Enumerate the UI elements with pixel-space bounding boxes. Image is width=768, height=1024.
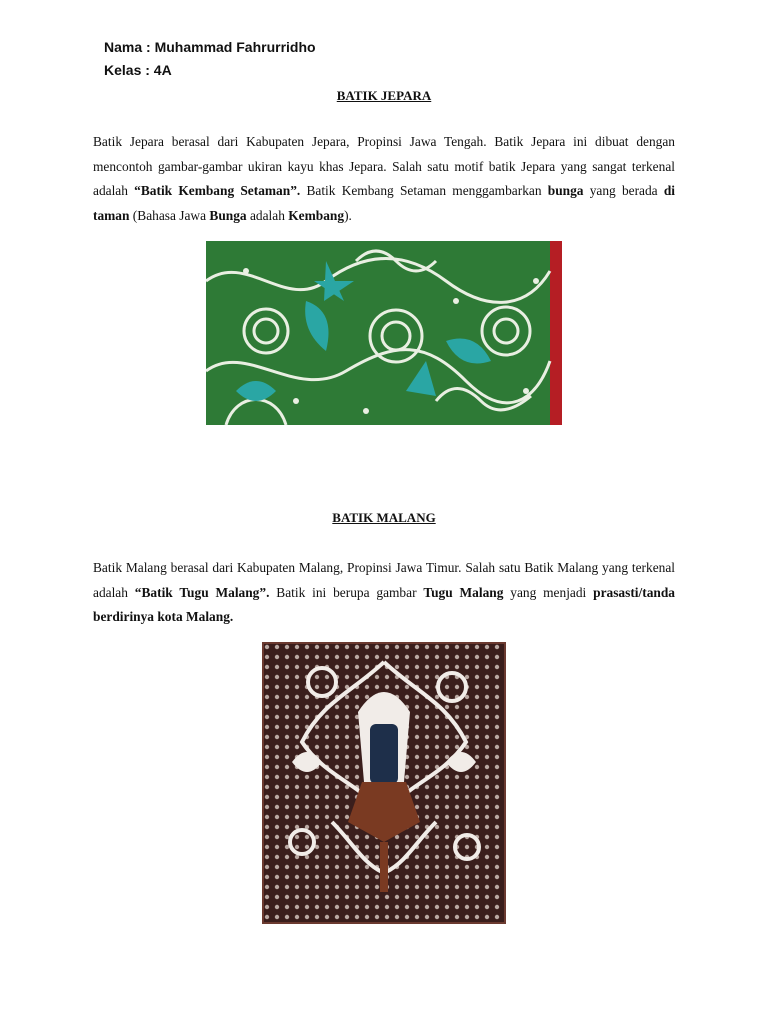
batik-tugu-malang-photo: [262, 642, 506, 924]
paragraph-batik-jepara: Batik Jepara berasal dari Kabupaten Jepara, Propinsi Jawa Tengah. Batik Jepara ini dibuat dengan mencontoh gambar-gambar ukiran kayu khas Jepara. Salah satu motif batik Jepara yang sangat terkenal adalah “Batik Kembang Setaman”. Batik Kembang Setaman menggambarkan bunga yang berada di taman (Bahasa Jawa Bunga adalah Kembang).: [93, 134, 676, 223]
batik-kembang-setaman-photo: [206, 241, 562, 425]
paragraph-batik-malang: Batik Malang berasal dari Kabupaten Malang, Propinsi Jawa Timur. Salah satu Batik Malang yang terkenal adalah “Batik Tugu Malang”. Batik ini berupa gambar Tugu Malang yang menjadi prasasti/tanda berdirinya kota Malang.: [93, 560, 675, 624]
student-class: Kelas : 4A: [104, 62, 172, 78]
student-name: Nama : Muhammad Fahrurridho: [104, 39, 316, 55]
title-batik-malang: BATIK MALANG: [332, 510, 436, 525]
title-batik-jepara: BATIK JEPARA: [336, 88, 432, 103]
